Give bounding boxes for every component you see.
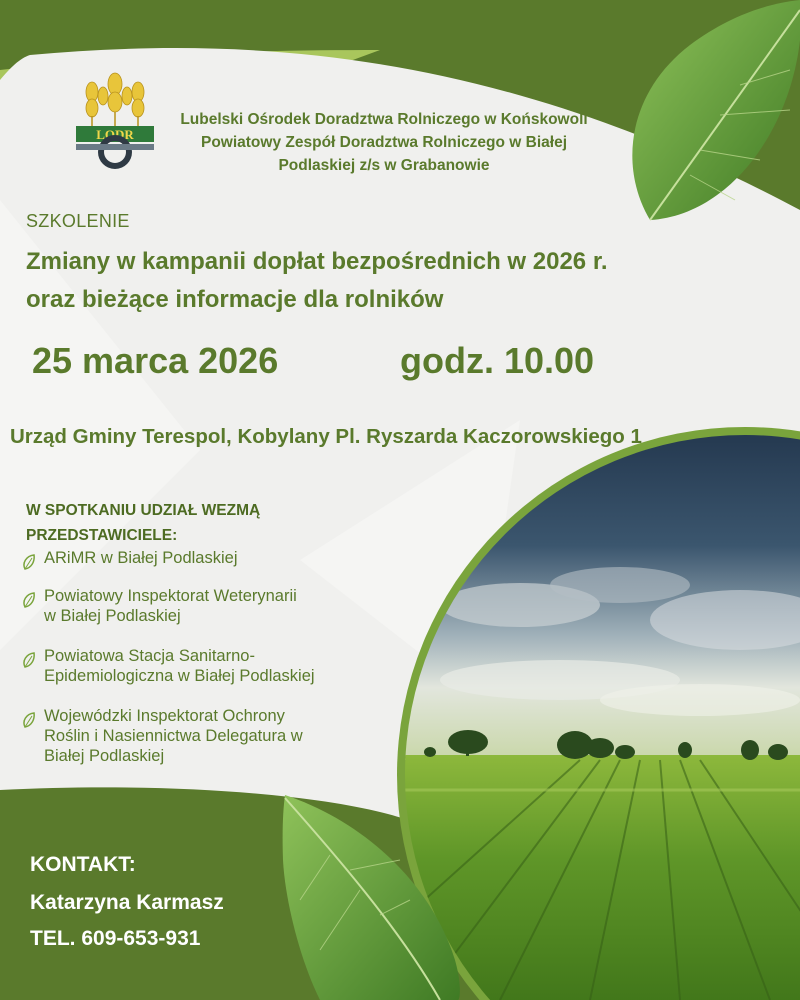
event-time: godz. 10.00 xyxy=(400,340,595,381)
event-kicker: SZKOLENIE xyxy=(26,211,130,231)
organization-line-3: Podlaskiej z/s w Grabanowie xyxy=(278,157,490,174)
event-venue: Urząd Gminy Terespol, Kobylany Pl. Ryszarda Kaczorowskiego 1 xyxy=(10,425,642,448)
leaf-bullet-icon xyxy=(22,592,36,608)
list-item xyxy=(22,706,402,766)
leaf-bullet-icon xyxy=(22,554,36,570)
wheat-logo xyxy=(70,66,160,178)
list-item-text: Roślin i Nasiennictwa Delegatura w xyxy=(44,727,303,745)
organization-line-2: Powiatowy Zespół Doradztwa Rolniczego w Białej xyxy=(200,134,568,151)
contact-heading: KONTAKT: xyxy=(30,853,136,876)
representatives-heading xyxy=(26,498,386,548)
contact-phone[interactable]: TEL. 609-653-931 xyxy=(30,927,201,950)
event-title-line-1: Zmiany w kampanii dopłat bezpośrednich w 2026 r. xyxy=(26,248,608,275)
representatives-list xyxy=(22,548,402,766)
svg-text:LODR: LODR xyxy=(96,127,134,142)
list-item-text: Białej Podlaskiej xyxy=(44,747,165,765)
list-item-text: Wojewódzki Inspektorat Ochrony xyxy=(44,707,285,725)
list-item-text: ARiMR w Białej Podlaskiej xyxy=(44,549,238,567)
list-item xyxy=(22,548,402,568)
list-item-text: w Białej Podlaskiej xyxy=(44,607,181,625)
leaf-bullet-icon xyxy=(22,652,36,668)
list-item-text: Powiatowa Stacja Sanitarno- xyxy=(44,647,255,665)
list-item-text: Powiatowy Inspektorat Weterynarii xyxy=(44,587,297,605)
list-item xyxy=(22,646,402,686)
organization-line-1: Lubelski Ośrodek Doradztwa Rolniczego w Końskowoli xyxy=(180,111,588,128)
event-title xyxy=(26,243,746,319)
representatives-heading-line-1: W SPOTKANIU UDZIAŁ WEZMĄ xyxy=(26,502,261,519)
representatives-heading-line-2: PRZEDSTAWICIELE: xyxy=(26,527,178,544)
leaf-bullet-icon xyxy=(22,712,36,728)
contact-name: Katarzyna Karmasz xyxy=(30,891,224,914)
list-item xyxy=(22,586,402,626)
event-date: 25 marca 2026 xyxy=(32,340,279,381)
contact-block xyxy=(30,852,224,952)
organization-name xyxy=(168,108,600,177)
list-item-text: Epidemiologiczna w Białej Podlaskiej xyxy=(44,667,315,685)
event-title-line-2: oraz bieżące informacje dla rolników xyxy=(26,286,444,313)
